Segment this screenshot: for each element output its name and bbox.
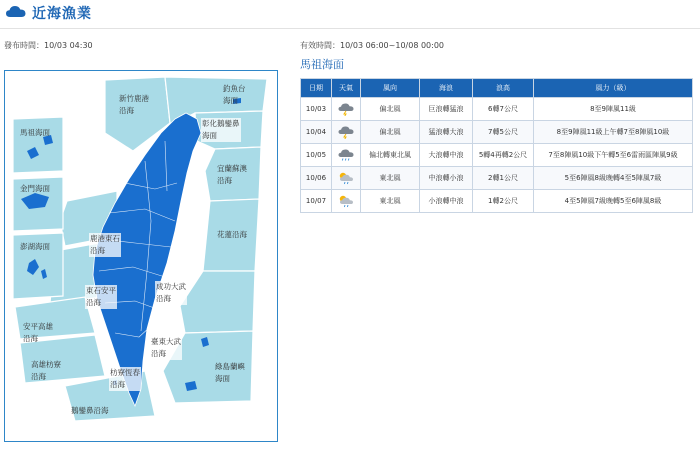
cell-wave: 大浪轉中浪 xyxy=(420,144,473,167)
cell-date: 10/03 xyxy=(301,98,332,121)
cell-wind-direction: 東北風 xyxy=(361,190,420,213)
cell-wind-force: 8至9陣風11級 xyxy=(534,98,693,121)
sun-rain-icon xyxy=(338,171,354,185)
page-title: 近海漁業 xyxy=(32,6,92,22)
cell-weather xyxy=(332,98,361,121)
table-row xyxy=(301,121,693,144)
table-row xyxy=(301,190,693,213)
cell-wave: 巨浪轉猛浪 xyxy=(420,98,473,121)
cell-date: 10/06 xyxy=(301,167,332,190)
sea-zone-taitung xyxy=(180,271,255,333)
cell-wind-direction: 偏北轉東北風 xyxy=(361,144,420,167)
col-date: 日期 xyxy=(301,79,332,98)
region-title: 馬祖海面 xyxy=(300,58,344,71)
label-penghu: 澎湖海面 xyxy=(20,242,50,251)
cell-wind-direction: 東北風 xyxy=(361,167,420,190)
table-row xyxy=(301,98,693,121)
col-wave-height: 浪高 xyxy=(473,79,534,98)
label-anping: 安平高雄 沿海 xyxy=(23,322,53,343)
rain-cloud-icon xyxy=(338,148,354,162)
forecast-table xyxy=(300,78,693,213)
label-chenggong: 成功大武 沿海 xyxy=(156,282,186,303)
cell-weather xyxy=(332,190,361,213)
thunderstorm-icon xyxy=(338,125,354,139)
cell-date: 10/04 xyxy=(301,121,332,144)
thunderstorm-icon xyxy=(338,102,354,116)
cloud-icon xyxy=(6,4,26,18)
header-divider xyxy=(0,28,700,29)
cell-wave-height: 2轉1公尺 xyxy=(473,167,534,190)
label-kinmen: 金門海面 xyxy=(20,184,50,193)
cell-weather xyxy=(332,167,361,190)
cell-date: 10/05 xyxy=(301,144,332,167)
cell-wave-height: 6轉7公尺 xyxy=(473,98,534,121)
label-fangliao: 枋寮恆春 沿海 xyxy=(110,368,140,389)
cell-wave: 猛浪轉大浪 xyxy=(420,121,473,144)
cell-wave-height: 5轉4再轉2公尺 xyxy=(473,144,534,167)
fishery-map xyxy=(4,70,278,442)
cell-wave: 小浪轉中浪 xyxy=(420,190,473,213)
label-yilan: 宜蘭蘇澳 沿海 xyxy=(217,164,247,185)
col-wind-force: 風力（級） xyxy=(534,79,693,98)
cell-wave-height: 7轉5公尺 xyxy=(473,121,534,144)
page-header xyxy=(0,0,700,28)
col-weather: 天氣 xyxy=(332,79,361,98)
table-row xyxy=(301,167,693,190)
label-matsu: 馬祖海面 xyxy=(20,128,50,137)
cell-wave-height: 1轉2公尺 xyxy=(473,190,534,213)
cell-wind-force: 8至9陣風11級上午轉7至8陣風10級 xyxy=(534,121,693,144)
cell-date: 10/07 xyxy=(301,190,332,213)
label-eluanbi: 鵝鑾鼻沿海 xyxy=(71,406,109,415)
table-row xyxy=(301,144,693,167)
cell-wave: 中浪轉小浪 xyxy=(420,167,473,190)
col-wind-direction: 風向 xyxy=(361,79,420,98)
cell-weather xyxy=(332,121,361,144)
issued-time: 發布時間：10/03 04:30 xyxy=(4,41,93,50)
sea-zone-matsu xyxy=(13,117,63,173)
cell-weather xyxy=(332,144,361,167)
label-taitung: 臺東大武 沿海 xyxy=(151,337,181,358)
label-lugang: 鹿港東石 沿海 xyxy=(90,234,120,255)
label-dongshi: 東石安平 沿海 xyxy=(86,286,116,307)
cell-wind-force: 4至5陣風7級晚轉5至6陣風8級 xyxy=(534,190,693,213)
label-kaohsiung: 高雄枋寮 沿海 xyxy=(31,360,61,381)
cell-wind-direction: 偏北風 xyxy=(361,98,420,121)
label-lanyu: 綠島蘭嶼 海面 xyxy=(215,362,245,383)
label-diaoyu: 釣魚台 海面 xyxy=(223,84,246,105)
cell-wind-force: 7至8陣風10級下午轉5至6雷雨區陣風9級 xyxy=(534,144,693,167)
cell-wind-direction: 偏北風 xyxy=(361,121,420,144)
label-hsinchu: 新竹鹿港 沿海 xyxy=(119,94,149,115)
sun-rain-icon xyxy=(338,194,354,208)
cell-wind-force: 5至6陣風8級晚轉4至5陣風7級 xyxy=(534,167,693,190)
label-hualien: 花蓮沿海 xyxy=(217,230,247,239)
valid-time: 有效時間：10/03 06:00~10/08 00:00 xyxy=(300,41,445,50)
col-wave: 海浪 xyxy=(420,79,473,98)
table-header-row xyxy=(301,79,693,98)
label-zhanghua: 彰化鵝鑾鼻 海面 xyxy=(202,119,240,140)
